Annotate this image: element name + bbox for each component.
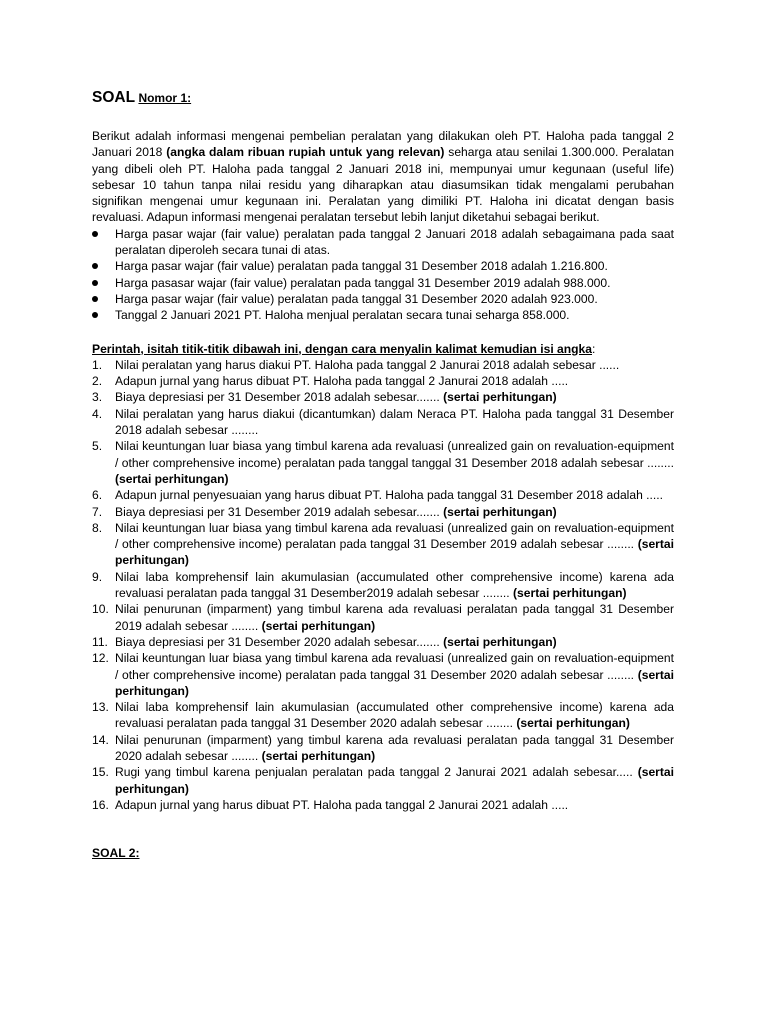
task-item <box>92 487 674 503</box>
task-item <box>92 650 674 699</box>
task-number: 2. <box>92 374 103 389</box>
task-number: 13. <box>92 700 109 715</box>
intro-paragraph <box>92 128 674 226</box>
document-body <box>92 88 674 861</box>
task-text: Adapun jurnal penyesuaian yang harus dibuat PT. Haloha pada tanggal 31 Desember 2018 adalah ..... <box>115 488 663 503</box>
task-item <box>92 764 674 797</box>
task-note: (sertai perhitungan) <box>513 586 627 601</box>
fact-item <box>92 275 674 291</box>
task-text: Rugi yang timbul karena penjualan peralatan pada tanggal 2 Janurai 2021 adalah sebesar..... <box>115 765 638 780</box>
task-number: 7. <box>92 504 103 519</box>
task-text: Biaya depresiasi per 31 Desember 2020 adalah sebesar....... <box>115 634 444 649</box>
task-number: 3. <box>92 390 103 405</box>
fact-item <box>92 307 674 323</box>
task-note: (sertai perhitungan) <box>261 748 376 763</box>
task-item <box>92 699 674 732</box>
task-item <box>92 504 674 520</box>
task-note: (sertai perhitungan) <box>115 471 229 486</box>
intro-text-2: seharga atau senilai 1.300.000. Peralatan yang dibeli oleh PT. Haloha pada tanggal 2 Januari 2018 ini, mempunyai umur kegunaan (useful life) sebesar 10 tahun tanpa nilai residu yang diharapkan atau diasumsikan tidak mengalami perubahan signifikan mengenai umur kegunaan ini. Peralatan yang dimiliki PT. Haloha ini dicatat dengan basis revaluasi. Adapun informasi mengenai peralatan tersebut lebih lanjut diketahui sebagai berikut. <box>92 145 675 225</box>
task-note: (sertai perhitungan) <box>115 765 674 796</box>
bullet-icon <box>92 231 98 237</box>
task-number: 4. <box>92 406 103 421</box>
task-number: 8. <box>92 520 103 535</box>
task-list <box>92 357 674 813</box>
task-item <box>92 406 674 439</box>
task-note: (sertai perhitungan) <box>261 618 376 633</box>
task-number: 1. <box>92 357 103 372</box>
task-item <box>92 569 674 602</box>
task-item <box>92 634 674 650</box>
task-item <box>92 520 674 569</box>
task-note: (sertai perhitungan) <box>115 667 674 698</box>
task-text: Nilai penurunan (imparment) yang timbul karena ada revaluasi peralatan pada tanggal 31 Desember 2020 adalah sebesar ........ <box>115 732 674 763</box>
task-text: Adapun jurnal yang harus dibuat PT. Haloha pada tanggal 2 Janurai 2021 adalah ..... <box>115 797 569 812</box>
fact-list <box>92 226 674 324</box>
fact-item <box>92 258 674 274</box>
fact-text: Tanggal 2 Januari 2021 PT. Haloha menjual peralatan secara tunai seharga 858.000. <box>115 308 570 323</box>
task-text: Adapun jurnal yang harus dibuat PT. Haloha pada tanggal 2 Janurai 2018 adalah ..... <box>115 374 569 389</box>
task-note: (sertai perhitungan) <box>115 537 674 568</box>
task-number: 11. <box>92 634 108 649</box>
intro-text-1: Berikut adalah informasi mengenai pembelian peralatan yang dilakukan oleh PT. Haloha pada tanggal 2 Januari 2018 <box>92 129 674 160</box>
instruction-colon: : <box>592 341 596 356</box>
instruction-line <box>92 341 674 357</box>
task-number: 16. <box>92 797 109 812</box>
instruction-text: Perintah, isitah titik-titik dibawah ini, dengan cara menyalin kalimat kemudian isi angka <box>92 341 593 356</box>
fact-item <box>92 291 674 307</box>
task-text: Biaya depresiasi per 31 Desember 2019 adalah sebesar....... <box>115 504 444 519</box>
task-text: Nilai laba komprehensif lain akumulasian (accumulated other comprehensive income) karena ada revaluasi peralatan pada tanggal 31 Desember 2020 adalah sebesar ........ <box>115 700 674 731</box>
task-text: Nilai keuntungan luar biasa yang timbul karena ada revaluasi (unrealized gain on revaluation-equipment / other comprehensive income) peralatan pada tanggal 31 Desember 2020 adalah sebesar ........ <box>115 651 674 682</box>
fact-item <box>92 226 674 259</box>
soal-2-heading: SOAL 2: <box>92 846 140 861</box>
nomor-label: Nomor 1: <box>138 91 192 105</box>
task-text: Nilai penurunan (imparment) yang timbul karena ada revaluasi peralatan pada tanggal 31 Desember 2019 adalah sebesar ........ <box>115 602 674 633</box>
fact-text: Harga pasar wajar (fair value) peralatan pada tanggal 31 Desember 2018 adalah 1.216.800. <box>115 259 608 274</box>
task-number: 14. <box>92 732 109 747</box>
fact-text: Harga pasar wajar (fair value) peralatan pada tanggal 2 Januari 2018 adalah sebagaimana pada saat peralatan diperoleh secara tunai di atas. <box>115 226 674 258</box>
task-note: (sertai perhitungan) <box>443 634 557 649</box>
task-text: Nilai peralatan yang harus diakui PT. Haloha pada tanggal 2 Janurai 2018 adalah sebesar ...... <box>115 357 620 372</box>
task-item <box>92 732 674 765</box>
task-number: 15. <box>92 765 109 780</box>
task-number: 10. <box>92 602 109 617</box>
bullet-icon <box>92 280 98 286</box>
task-item <box>92 797 674 813</box>
task-item <box>92 373 674 389</box>
task-text: Biaya depresiasi per 31 Desember 2018 adalah sebesar....... <box>115 390 444 405</box>
task-text: Nilai keuntungan luar biasa yang timbul karena ada revaluasi (unrealized gain on revaluation-equipment / other comprehensive income) peralatan pada tanggal 31 Desember 2019 adalah sebesar ........ <box>115 520 674 552</box>
task-number: 12. <box>92 651 109 666</box>
soal-label: SOAL <box>92 89 136 106</box>
task-item <box>92 601 674 634</box>
bullet-icon <box>92 312 98 318</box>
task-text: Nilai peralatan yang harus diakui (dicantumkan) dalam Neraca PT. Haloha pada tanggal 31 Desember 2018 adalah sebesar ........ <box>115 406 674 438</box>
task-note: (sertai perhitungan) <box>443 390 557 405</box>
task-note: (sertai perhitungan) <box>443 504 557 519</box>
task-item <box>92 389 674 405</box>
task-note: (sertai perhitungan) <box>516 716 630 731</box>
bullet-icon <box>92 296 98 302</box>
intro-bold-note: (angka dalam ribuan rupiah untuk yang relevan) <box>166 145 445 160</box>
task-text: Nilai laba komprehensif lain akumulasian (accumulated other comprehensive income) karena ada revaluasi peralatan pada tanggal 31 Desember2019 adalah sebesar ........ <box>115 569 674 601</box>
task-item <box>92 438 674 487</box>
task-text: Nilai keuntungan luar biasa yang timbul karena ada revaluasi (unrealized gain on revaluation-equipment / other comprehensive income) peralatan pada tanggal tanggal 31 Desember 2018 adalah sebesar ........ <box>115 439 674 470</box>
task-number: 6. <box>92 488 103 503</box>
task-number: 5. <box>92 439 103 454</box>
task-number: 9. <box>92 569 103 584</box>
task-item <box>92 357 674 373</box>
question-title <box>92 88 674 108</box>
fact-text: Harga pasasar wajar (fair value) peralatan pada tanggal 31 Desember 2019 adalah 988.000. <box>115 275 611 290</box>
bullet-icon <box>92 263 98 269</box>
fact-text: Harga pasar wajar (fair value) peralatan pada tanggal 31 Desember 2020 adalah 923.000. <box>115 291 598 306</box>
